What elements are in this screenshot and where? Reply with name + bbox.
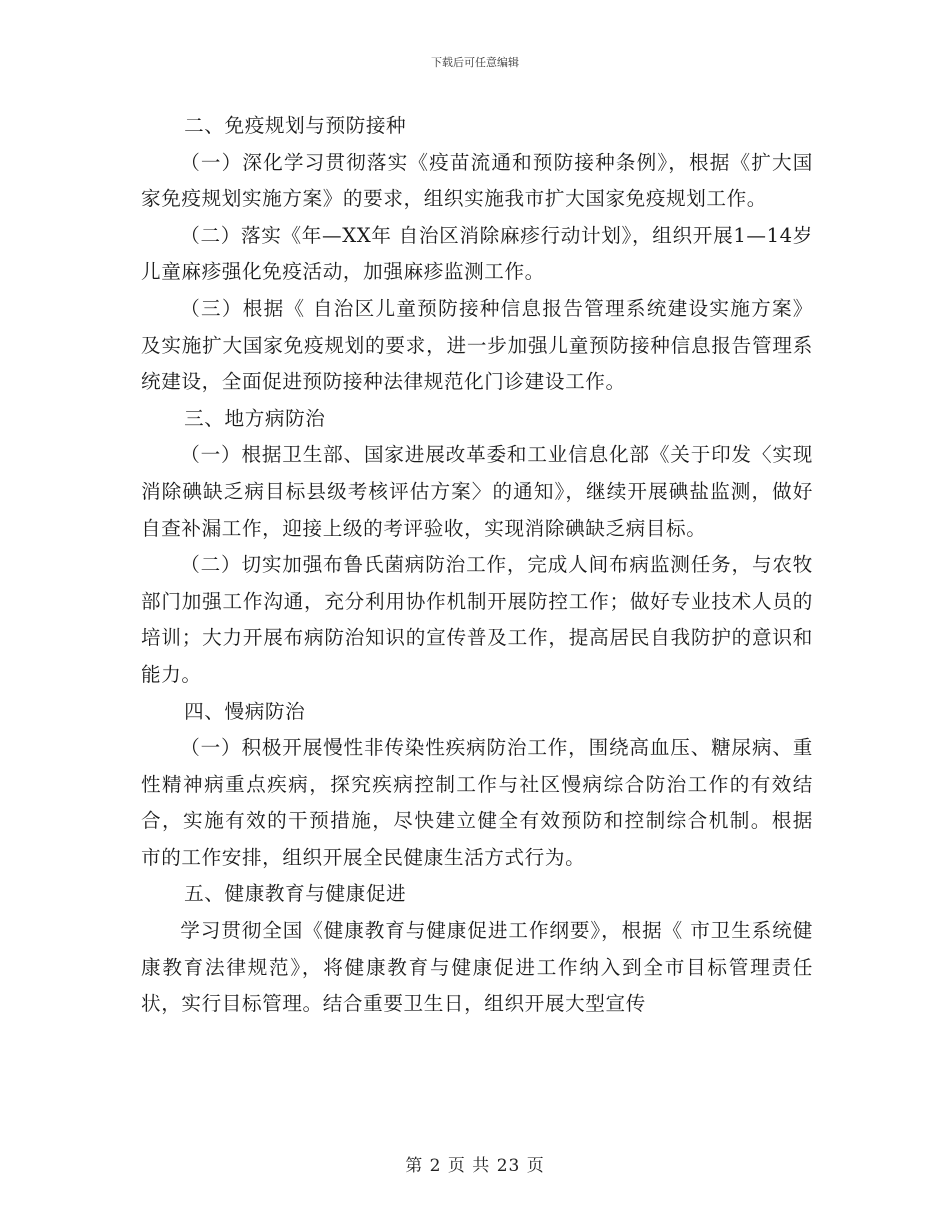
- section-heading: 四、慢病防治: [184, 699, 306, 723]
- section-heading: 三、地方病防治: [184, 406, 326, 430]
- section-heading: 二、免疫规划与预防接种: [184, 114, 407, 137]
- paragraph: （三）根据《 自治区儿童预防接种信息报告管理系统建设实施方案》及实施扩大国家免疫规划的要求，进一步加强儿童预防接种信息报告管理系统建设，全面促进预防接种法律规范化门诊建设工作。: [141, 296, 813, 394]
- section-heading: 五、健康教育与健康促进: [184, 882, 407, 906]
- paragraph: （一）根据卫生部、国家进展改革委和工业信息化部《关于印发〈实现消除碘缺乏病目标县级考核评估方案〉的通知》，继续开展碘盐监测，做好自查补漏工作，迎接上级的考评验收，实现消除碘缺乏病目标。: [141, 443, 813, 540]
- paragraph: （一）深化学习贯彻落实《疫苗流通和预防接种条例》，根据《扩大国家免疫规划实施方案》的要求，组织实施我市扩大国家免疫规划工作。: [141, 150, 813, 211]
- page-footer: 第 2 页 共 23 页: [405, 1156, 545, 1176]
- page-header: 下载后可任意编辑: [431, 56, 519, 69]
- document-body: [141, 108, 813, 1023]
- paragraph: 学习贯彻全国《健康教育与健康促进工作纲要》，根据《 市卫生系统健康教育法律规范》，将健康教育与健康促进工作纳入到全市目标管理责任状，实行目标管理。结合重要卫生日，组织开展大型宣传: [141, 919, 813, 1016]
- paragraph: （二）切实加强布鲁氏菌病防治工作，完成人间布病监测任务，与农牧部门加强工作沟通，充分利用协作机制开展防控工作；做好专业技术人员的培训；大力开展布病防治知识的宣传普及工作，提高居民自我防护的意识和能力。: [141, 553, 813, 686]
- paragraph: （二）落实《年—XX年 自治区消除麻疹行动计划》，组织开展1—14岁儿童麻疹强化免疫活动，加强麻疹监测工作。: [141, 223, 813, 284]
- paragraph: （一）积极开展慢性非传染性疾病防治工作，围绕高血压、糖尿病、重性精神病重点疾病，探究疾病控制工作与社区慢病综合防治工作的有效结合，实施有效的干预措施，尽快建立健全有效预防和控制综合机制。根据 市的工作安排，组织开展全民健康生活方式行为。: [141, 736, 813, 869]
